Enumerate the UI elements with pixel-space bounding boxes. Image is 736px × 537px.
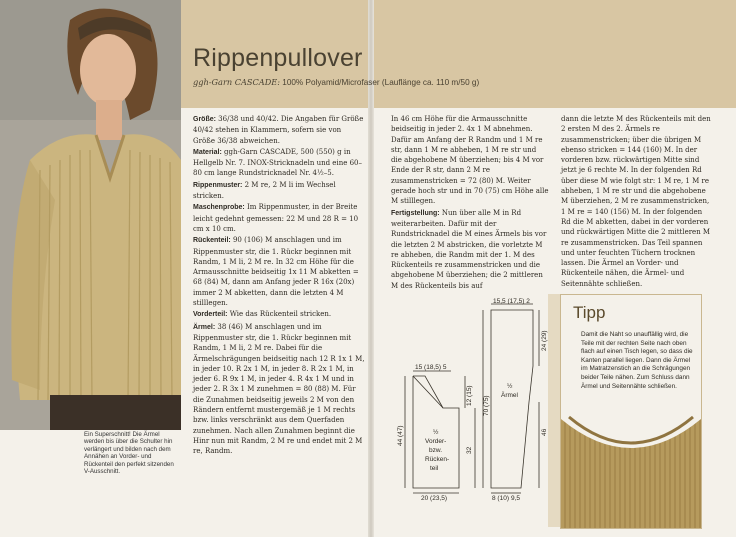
body-label-front: Vorder-	[425, 438, 447, 445]
paragraph-rib-pattern	[193, 180, 365, 202]
yarn-details: 100% Polyamid/Microfaser (Lauflänge ca. 110 m/50 g)	[280, 78, 480, 87]
paragraph-material	[193, 147, 365, 179]
tipp-detail-photo	[561, 407, 701, 528]
page-title: Rippenpullover	[193, 44, 363, 72]
label-size: Größe:	[193, 116, 216, 123]
body-label-part: teil	[430, 465, 439, 472]
sleeve-label-name: Ärmel	[501, 392, 518, 399]
label-material: Material:	[193, 148, 222, 156]
label-back: Rückenteil:	[193, 237, 231, 245]
text-sleeve: 38 (46) M anschlagen und im Rippenmuster str, die 1. Rückr beginnen mit Randm, 1 M li, 2 M re. Dabei für die Ärmelschrägungen beidseitig nach 12 R 1x 1 M, in jeder 10. R 2x 1 M, in jeder 8. R 2x 1 M, in jeder 6. R 9x 1 M, in jeder 4. R 4x 1 M und in jeder 2. R 3x 1 M zunehmen = 80 (88) M. Für die Zunahmen beidseitig jeweils 2 M von den Rändern entfernt mustergemäß je 1 M rechts bzw. links verschränkt aus dem Querfaden zunehmen. Nach allen Zunahmen beginnt die Hinr nun mit Randm, 2 M re und endet mit 2 M re, Randm.	[193, 322, 365, 456]
label-sleeve: Ärmel:	[193, 323, 216, 331]
paragraph-finishing-cont: dann die letzte M des Rückenteils mit den 2 ersten M des 2. Ärmels re zusammenstricken; über die übrigen M ebenso stricken = 144 (160) M. In der vorderen bzw. rückwärtigen Mitte sind jetzt je 6 rechte M. In der folgenden Rd über diese M wie folgt str: 1 M re, 1 M re abheben, 1 M re str und die abgehobene M überziehen, 2 M re zusammenstricken, 1 M re = 140 (156) M. In der folgenden Rd die M abketten, dabei in der vorderen und rückwärtigen Mitte die 2 mittleren M re zusammenstricken. Das Teil spannen und unter feuchten Tüchern trocknen lassen. Die Ärmel an Vorder- und Rückenteile nähen, die Ärmel- und Seitennähte schließen.	[561, 115, 711, 288]
photo-caption: Ein Superschnitt! Die Ärmel werden bis über die Schulter hin verlängert und bilden nach dem Annähen an Vorder- und Rückenteil den perfekt sitzenden V-Ausschnitt.	[84, 431, 174, 476]
dim-sleeve-right2: 46	[541, 428, 548, 436]
dim-sleeve-bottom1: 8 (10)	[492, 495, 509, 502]
text-gauge: Im Rippenmuster, in der Breite leicht gedehnt gemessen: 22 M und 28 R = 10 cm x 10 cm.	[193, 203, 359, 233]
paragraph-size	[193, 114, 365, 146]
label-finishing: Fertigstellung:	[391, 209, 440, 217]
label-front: Vorderteil:	[193, 311, 228, 319]
page-subtitle	[193, 77, 479, 87]
paragraph-gauge	[193, 202, 365, 234]
dim-body-right: 12 (15)	[466, 385, 473, 406]
text-column-2	[391, 114, 549, 292]
text-size: 36/38 und 40/42. Die Angaben für Größe 40/42 stehen in Klammern, sofern sie von Größe 36/38 abweichen.	[193, 115, 364, 145]
text-column-1	[193, 114, 365, 458]
paragraph-finishing	[391, 208, 549, 291]
text-column-3	[561, 114, 714, 290]
label-gauge: Maschenprobe:	[193, 204, 245, 212]
paragraph-front	[193, 309, 365, 320]
text-rib-pattern: 2 M re, 2 M li im Wechsel stricken.	[193, 180, 336, 201]
tipp-box	[560, 294, 702, 529]
paragraph-sleeve	[193, 322, 365, 457]
tipp-side-bar	[548, 294, 560, 527]
paragraph-armhole: In 46 cm Höhe für die Armausschnitte beidseitig in jeder 2. 4x 1 M abnehmen. Dafür am Anfang der R Randm und 1 M re str, dann 1 M re abheben, 1 M re str und die abgehobene M überziehen; bis 4 M vor Ende der R str, dann 2 M re zusammenstricken = 72 (80) M. Weiter gerade hoch str und in 70 (75) cm Höhe alle M stilllegen.	[391, 115, 549, 206]
dim-body-right2: 32	[466, 446, 473, 454]
body-label-or: bzw.	[429, 447, 443, 454]
text-back: 90 (106) M anschlagen und im Rippenmuster str, die 1. Rückr beginnen mit Randm, 1 M li, 2 M re. In 32 cm Höhe für die Armausschnitte beidseitig 1x 11 M abketten = 68 (84) M, dann am Anfang jeder R 16x (20x) immer 2 M abketten, dann die letzten 4 M stilllegen.	[193, 236, 359, 308]
tipp-text: Damit die Naht so unauffällig wird, die Teile mit der rechten Seite nach oben flach auf einen Tisch legen, so dass die Kanten parallel liegen. Dann die Ärmel im Matratzenstich an die Schrägungen beider Teile nähen. Zum Schluss dann Ärmel und Seitennähte schließen.	[581, 331, 693, 390]
sleeve-outline	[491, 310, 533, 488]
dim-sleeve-left: 70 (75)	[483, 395, 490, 416]
yarn-name: ggh-Garn CASCADE:	[193, 77, 280, 87]
model-photo	[0, 0, 181, 430]
body-label-back: Rücken-	[425, 456, 450, 463]
text-front: Wie das Rückenteil stricken.	[227, 310, 332, 319]
text-finishing: Nun über alle M in Rd weiterarbeiten. Dafür mit der Rundstricknadel die M eines Ärmels bis vor die letzten 2 M abstricken, die vorletzte M re abheben, die Randm mit der 1. M des Rückenteils re zusammenstricken und die abgehobene M überziehen; die 2 mittleren M des Rückenteils bis auf	[391, 208, 547, 290]
dim-sleeve-right1: 24 (29)	[541, 330, 548, 351]
dim-sleeve-bottom2: 9,5	[511, 495, 521, 502]
text-material: ggh-Garn CASCADE, 500 (550) g in Hellgelb Nr. 7. INOX-Stricknadeln und eine 60–80 cm lange Rundstricknadel Nr. 4½–5.	[193, 147, 362, 178]
model-illustration	[0, 0, 181, 430]
tipp-title: Tipp	[573, 303, 606, 322]
pattern-schematic	[391, 296, 546, 501]
sleeve-label-half: ½	[507, 383, 513, 390]
neckline-detail-illustration	[561, 407, 701, 528]
dim-sleeve-top: 15,5 (17,5) 2	[493, 298, 530, 305]
dim-body-top: 15 (18,5) 5	[415, 364, 447, 371]
paragraph-back	[193, 235, 365, 308]
header-band-right	[374, 0, 736, 108]
dim-body-bottom: 20 (23,5)	[421, 495, 448, 502]
body-label-half: ½	[433, 429, 439, 436]
label-rib-pattern: Rippenmuster:	[193, 181, 243, 189]
dim-body-side: 44 (47)	[397, 425, 404, 446]
